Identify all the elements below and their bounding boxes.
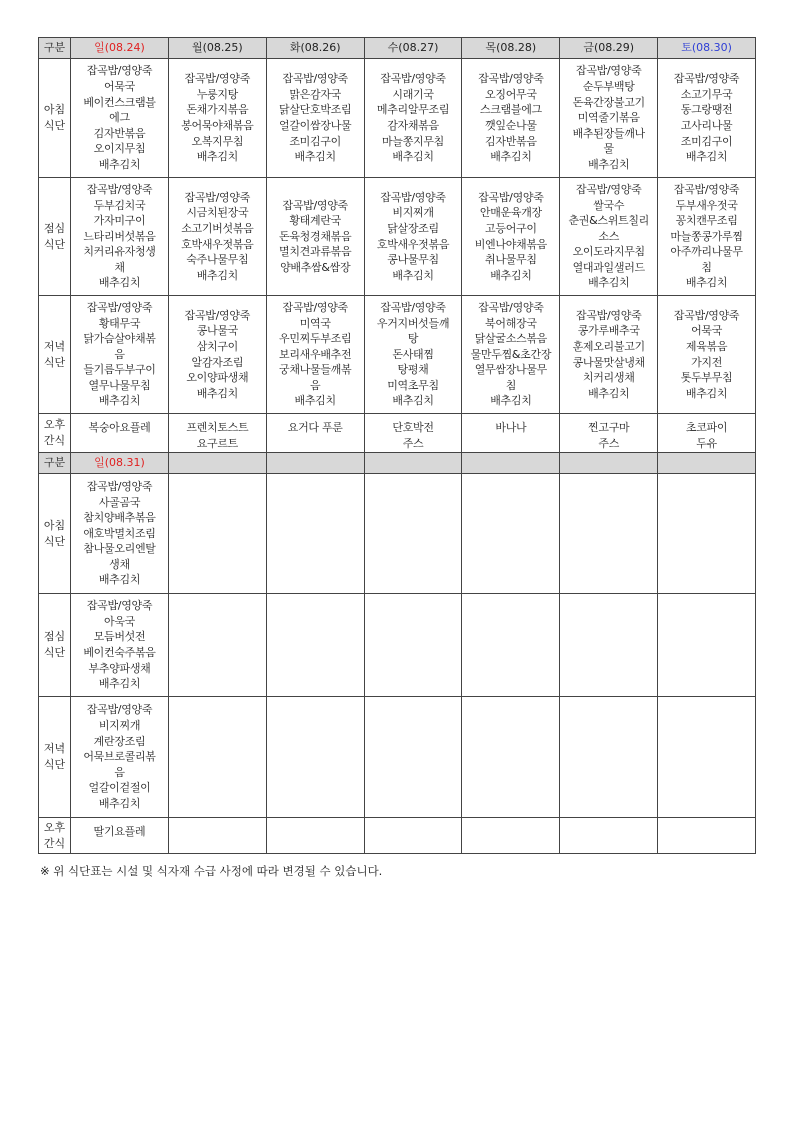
footnote: ※ 위 식단표는 시설 및 식자재 수급 사정에 따라 변경될 수 있습니다.	[40, 864, 383, 878]
menu-item: 단호박전	[392, 421, 434, 434]
menu-item: 사골곰국	[98, 495, 141, 509]
menu-item: 동그랑땡전	[680, 103, 733, 117]
menu-item: 배추김치	[588, 157, 630, 171]
menu-item: 메추리알무조림	[376, 103, 450, 117]
menu-item: 오징어무국	[485, 87, 537, 101]
menu-cell	[168, 296, 266, 414]
menu-item: 비지찌개	[98, 719, 141, 733]
menu-cell	[560, 296, 658, 414]
menu-item: 양배추쌈&쌈장	[280, 260, 351, 274]
day-header	[364, 453, 462, 474]
menu-item: 꽁치캔무조림	[675, 214, 738, 228]
menu-item: 채	[114, 260, 125, 274]
menu-item: 취나물무침	[485, 253, 537, 267]
menu-item: 미역초무침	[387, 378, 439, 392]
menu-cell	[462, 59, 560, 178]
menu-item: 잡곡밥/영양죽	[86, 479, 153, 493]
w1-breakfast-row	[39, 59, 756, 178]
day-header	[168, 453, 266, 474]
menu-item: 어묵국	[691, 324, 723, 338]
day-header: 일(08.24)	[71, 38, 169, 59]
menu-item: 잡곡밥/영양죽	[86, 300, 153, 314]
menu-cell	[71, 474, 169, 594]
menu-item: 소스	[598, 229, 620, 243]
menu-cell	[168, 697, 266, 818]
menu-cell	[364, 818, 462, 854]
menu-item: 잡곡밥/영양죽	[478, 72, 544, 86]
menu-item: 김자반볶음	[93, 126, 146, 140]
menu-cell	[168, 818, 266, 854]
menu-cell	[658, 474, 756, 594]
menu-item: 멸치견과류볶음	[279, 245, 352, 259]
menu-item: 아주까리나물무	[670, 245, 743, 259]
menu-item: 물	[603, 142, 614, 156]
menu-item: 참치양배추볶음	[83, 511, 156, 525]
w2-snack-row	[39, 818, 756, 854]
menu-item: 잡곡밥/영양죽	[282, 300, 348, 314]
menu-item: 오복지무침	[191, 134, 244, 148]
menu-item: 비엔나야채볶음	[474, 237, 548, 251]
menu-item: 프렌치토스트	[186, 421, 249, 434]
menu-item: 치커리생채	[582, 371, 635, 385]
menu-item: 소고기무국	[680, 87, 733, 101]
menu-item: 애호박멸치조림	[83, 526, 156, 540]
menu-item: 배추김치	[196, 150, 238, 164]
menu-item: 얼갈이쌈장나물	[279, 119, 352, 132]
menu-item: 배추김치	[685, 276, 728, 290]
menu-item: 콩가루배추국	[577, 324, 640, 338]
menu-item: 배추김치	[294, 150, 336, 164]
menu-item: 모듬버섯전	[93, 630, 146, 644]
menu-item: 배추김치	[392, 150, 434, 164]
menu-item: 시금치된장국	[186, 206, 249, 220]
menu-cell	[462, 414, 560, 453]
menu-cell	[168, 414, 266, 453]
menu-item: 주스	[402, 436, 424, 450]
menu-cell	[364, 474, 462, 594]
menu-item: 잡곡밥/영양죽	[380, 300, 446, 314]
menu-item: 잡곡밥/영양죽	[184, 190, 251, 204]
menu-item: 배추김치	[98, 394, 141, 408]
menu-item: 춘권&스위트칠리	[568, 214, 649, 228]
menu-cell	[560, 697, 658, 818]
menu-cell	[266, 414, 364, 453]
menu-cell	[560, 59, 658, 178]
meal-label: 점심 식단	[39, 178, 71, 296]
menu-item: 에그	[109, 111, 130, 125]
menu-item: 안매운육개장	[479, 206, 542, 220]
menu-item: 바나나	[495, 421, 527, 434]
menu-item: 닭살단호박조림	[279, 103, 352, 117]
menu-cell	[560, 474, 658, 594]
menu-item: 미역줄기볶음	[577, 111, 640, 125]
menu-item: 계란장조림	[93, 734, 146, 748]
menu-cell	[266, 818, 364, 854]
menu-item: 배추김치	[98, 157, 141, 171]
menu-item: 잡곡밥/영양죽	[282, 72, 348, 86]
menu-item: 깻잎순나물	[485, 119, 537, 132]
menu-item: 시래기국	[392, 87, 434, 101]
menu-item: 열무나물무침	[88, 378, 151, 392]
day-header: 수(08.27)	[364, 38, 462, 59]
menu-item: 봉어묵야채볶음	[181, 119, 254, 132]
menu-cell	[658, 178, 756, 296]
menu-item: 치커리유자청생	[83, 245, 156, 259]
menu-item: 물만두찜&초간장	[470, 347, 552, 361]
w2-dinner-row	[39, 697, 756, 818]
w1-lunch-row	[39, 178, 756, 296]
menu-item: 돈사태찜	[392, 347, 434, 361]
menu-cell	[168, 178, 266, 296]
menu-item: 요거다 푸룬	[287, 421, 343, 434]
menu-item: 돈채가지볶음	[186, 103, 249, 117]
day-header: 목(08.28)	[462, 38, 560, 59]
menu-item: 생채	[109, 557, 130, 571]
menu-item: 고사리나물	[680, 119, 733, 132]
menu-item: 배추김치	[392, 268, 434, 282]
menu-cell	[462, 178, 560, 296]
menu-item: 배추김치	[685, 386, 728, 400]
menu-item: 잡곡밥/영양죽	[184, 308, 251, 322]
menu-item: 잡곡밥/영양죽	[673, 182, 740, 196]
menu-item: 비지찌개	[392, 206, 434, 220]
menu-item: 콩나물맛살냉채	[572, 355, 645, 369]
menu-cell	[560, 818, 658, 854]
menu-item: 요구르트	[196, 436, 238, 450]
menu-item: 두부김치국	[93, 198, 146, 212]
menu-cell	[364, 594, 462, 697]
menu-item: 미역국	[299, 316, 331, 330]
menu-item: 배추김치	[98, 677, 141, 691]
meal-label: 점심 식단	[39, 594, 71, 697]
menu-item: 훈제오리불고기	[572, 339, 645, 353]
menu-item: 열무쌈장나물무	[474, 363, 548, 377]
menu-item: 잡곡밥/영양죽	[282, 198, 348, 212]
menu-item: 제육볶음	[685, 339, 728, 353]
menu-cell	[658, 414, 756, 453]
menu-item: 두부새우젓국	[675, 198, 738, 212]
menu-cell	[71, 818, 169, 854]
menu-cell	[658, 594, 756, 697]
w2-header-row	[39, 453, 756, 474]
menu-cell	[364, 59, 462, 178]
menu-cell	[266, 59, 364, 178]
menu-item: 음	[114, 347, 125, 361]
menu-item: 배추김치	[490, 394, 532, 408]
menu-item: 찐고구마	[588, 421, 630, 434]
meal-label: 저녁 식단	[39, 296, 71, 414]
menu-cell	[266, 594, 364, 697]
menu-item: 잡곡밥/영양죽	[86, 182, 153, 196]
menu-cell	[71, 296, 169, 414]
menu-item: 누룽지탕	[196, 87, 238, 101]
menu-item: 가지전	[691, 355, 723, 369]
header-label: 구분	[39, 38, 71, 59]
menu-item: 돈육청경채볶음	[279, 229, 352, 243]
menu-item: 배추김치	[196, 268, 238, 282]
menu-item: 잡곡밥/영양죽	[184, 72, 251, 86]
menu-item: 배추김치	[490, 150, 532, 164]
menu-item: 황태무국	[98, 316, 141, 330]
menu-item: 베이컨스크램블	[83, 95, 156, 109]
menu-cell	[364, 414, 462, 453]
menu-item: 잡곡밥/영양죽	[478, 300, 544, 314]
menu-item: 열대과일샐러드	[572, 260, 645, 274]
menu-item: 김자반볶음	[485, 134, 537, 148]
menu-item: 배추김치	[294, 394, 336, 408]
menu-item: 닭살장조림	[387, 221, 439, 235]
menu-item: 닭가슴살야채볶	[83, 332, 156, 346]
menu-item: 얼갈이겉절이	[88, 781, 151, 795]
meal-label: 오후 간식	[39, 818, 71, 854]
menu-item: 잡곡밥/영양죽	[86, 703, 153, 717]
menu-item: 베이컨숙주볶음	[83, 646, 156, 659]
menu-item: 탕	[407, 332, 419, 346]
menu-cell	[266, 296, 364, 414]
menu-item: 잡곡밥/영양죽	[673, 308, 740, 322]
menu-item: 들기름두부구이	[83, 363, 156, 377]
menu-item: 배추된장들깨나	[572, 126, 645, 140]
day-header	[560, 453, 658, 474]
menu-cell	[560, 594, 658, 697]
menu-item: 고등어구이	[485, 221, 537, 235]
menu-item: 보리새우배추전	[279, 347, 352, 361]
menu-cell	[364, 296, 462, 414]
menu-item: 돈육간장불고기	[572, 95, 645, 109]
w1-header-row	[39, 38, 756, 59]
menu-cell	[364, 178, 462, 296]
menu-item: 조미김구이	[289, 134, 341, 148]
menu-cell	[658, 296, 756, 414]
header-label: 구분	[39, 453, 71, 474]
menu-cell	[168, 59, 266, 178]
menu-item: 오이도라지무침	[572, 245, 645, 259]
day-header: 금(08.29)	[560, 38, 658, 59]
menu-item: 맑은감자국	[289, 87, 341, 101]
menu-item: 황태계란국	[289, 214, 341, 228]
menu-item: 우거지버섯들깨	[376, 316, 450, 330]
menu-item: 순두부백탕	[582, 80, 635, 94]
day-header: 일(08.31)	[71, 453, 169, 474]
menu-item: 알감자조림	[191, 355, 244, 369]
menu-item: 부추양파생채	[88, 661, 151, 675]
menu-item: 궁채나물들깨볶	[279, 363, 352, 377]
menu-item: 조미김구이	[680, 134, 733, 148]
menu-item: 마늘쫑콩가루찜	[670, 229, 743, 243]
menu-item: 느타리버섯볶음	[83, 229, 156, 243]
menu-item: 잡곡밥/영양죽	[478, 190, 544, 204]
menu-item: 호박새우젓볶음	[181, 237, 254, 251]
menu-item: 소고기버섯볶음	[181, 221, 254, 235]
menu-item: 가자미구이	[93, 214, 146, 228]
menu-item: 침	[701, 260, 712, 274]
menu-item: 참나물오리엔탈	[83, 542, 156, 556]
menu-item: 잡곡밥/영양죽	[380, 190, 446, 204]
menu-item: 아욱국	[104, 614, 135, 628]
menu-item: 잡곡밥/영양죽	[576, 64, 642, 78]
menu-item: 마늘쫑지무침	[382, 134, 445, 148]
menu-item: 배추김치	[588, 386, 630, 400]
menu-item: 복숭아요플레	[88, 421, 151, 434]
menu-item: 탕평채	[397, 363, 429, 377]
menu-item: 주스	[598, 436, 620, 450]
menu-cell	[658, 818, 756, 854]
menu-item: 우민찌두부조림	[279, 332, 352, 346]
menu-item: 두유	[696, 436, 717, 450]
menu-item: 초코파이	[685, 421, 728, 434]
menu-cell	[71, 697, 169, 818]
menu-item: 삼치구이	[196, 339, 238, 353]
menu-item: 배추김치	[98, 573, 141, 587]
menu-cell	[658, 59, 756, 178]
menu-item: 호박새우젓볶음	[376, 237, 450, 251]
menu-cell	[71, 59, 169, 178]
menu-cell	[462, 474, 560, 594]
menu-item: 잡곡밥/영양죽	[380, 72, 446, 86]
menu-cell	[462, 697, 560, 818]
menu-item: 잡곡밥/영양죽	[576, 182, 642, 196]
menu-item: 잡곡밥/영양죽	[86, 64, 153, 78]
menu-item: 스크램블에그	[479, 103, 542, 117]
w2-lunch-row	[39, 594, 756, 697]
menu-cell	[658, 697, 756, 818]
menu-item: 배추김치	[685, 150, 728, 164]
day-header: 토(08.30)	[658, 38, 756, 59]
menu-item: 잡곡밥/영양죽	[576, 308, 642, 322]
menu-cell	[71, 414, 169, 453]
w1-dinner-row	[39, 296, 756, 414]
menu-cell	[462, 818, 560, 854]
menu-cell	[168, 474, 266, 594]
menu-item: 어묵브로콜리볶	[83, 750, 156, 764]
meal-label: 저녁 식단	[39, 697, 71, 818]
menu-item: 어묵국	[104, 80, 135, 94]
day-header	[658, 453, 756, 474]
menu-item: 배추김치	[98, 276, 141, 290]
menu-cell	[462, 594, 560, 697]
menu-item: 톳두부무침	[680, 371, 733, 385]
menu-cell	[560, 414, 658, 453]
menu-item: 잡곡밥/영양죽	[673, 72, 740, 86]
menu-item: 콩나물무침	[387, 253, 439, 267]
day-header	[266, 453, 364, 474]
menu-cell	[71, 178, 169, 296]
menu-cell	[266, 178, 364, 296]
w2-breakfast-row	[39, 474, 756, 594]
menu-item: 북어해장국	[485, 316, 537, 330]
menu-item: 닭살굴소스볶음	[474, 332, 548, 346]
day-header: 월(08.25)	[168, 38, 266, 59]
w1-snack-row	[39, 414, 756, 453]
menu-cell	[266, 697, 364, 818]
menu-cell	[364, 697, 462, 818]
meal-label: 오후 간식	[39, 414, 71, 453]
menu-cell	[560, 178, 658, 296]
menu-cell	[462, 296, 560, 414]
meal-label: 아침 식단	[39, 474, 71, 594]
day-header: 화(08.26)	[266, 38, 364, 59]
menu-item: 감자채볶음	[387, 119, 439, 132]
menu-cell	[71, 594, 169, 697]
menu-item: 배추김치	[196, 386, 238, 400]
menu-item: 음	[310, 378, 321, 392]
menu-item: 배추김치	[98, 796, 141, 810]
menu-item: 오이양파생채	[186, 371, 249, 385]
menu-cell	[168, 594, 266, 697]
menu-item: 잡곡밥/영양죽	[86, 599, 153, 613]
menu-item: 음	[114, 765, 125, 779]
menu-cell	[266, 474, 364, 594]
menu-item: 침	[505, 378, 517, 392]
menu-item: 배추김치	[588, 276, 630, 290]
menu-item: 배추김치	[392, 394, 434, 408]
meal-plan-table	[38, 37, 756, 854]
menu-item: 딸기요플레	[93, 825, 146, 838]
menu-item: 숙주나물무침	[186, 253, 249, 267]
menu-item: 배추김치	[490, 268, 532, 282]
menu-item: 쌀국수	[593, 198, 625, 212]
menu-item: 오이지무침	[93, 142, 146, 156]
day-header	[462, 453, 560, 474]
menu-item: 콩나물국	[196, 324, 238, 338]
meal-label: 아침 식단	[39, 59, 71, 178]
